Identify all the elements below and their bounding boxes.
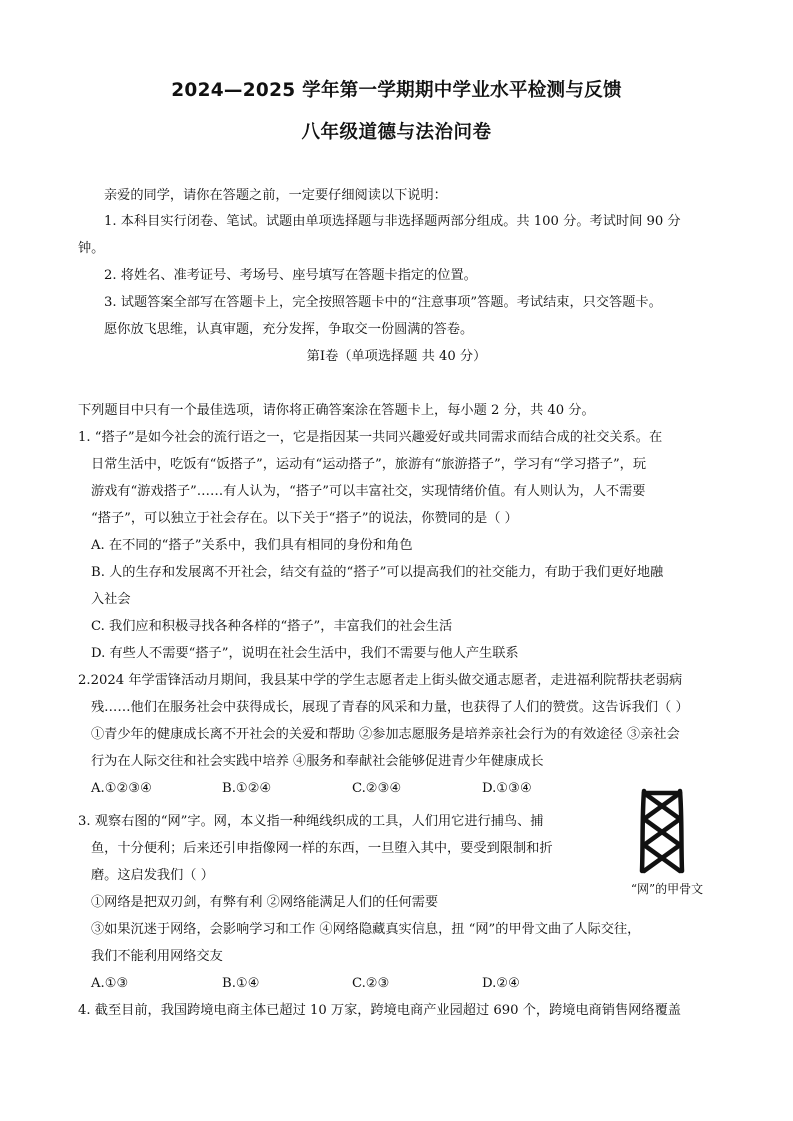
page-subtitle: 八年级道德与法治问卷 — [301, 122, 492, 143]
instructions-greeting: 亲爱的同学，请你在答题之前，一定要仔细阅读以下说明： — [104, 188, 447, 203]
question-3-line-3: 磨。这启发我们（ ） — [91, 868, 214, 883]
question-3-option-a: A.①③ — [91, 976, 129, 991]
question-1-line-3: 游戏有“游戏搭子”……有人认为，“搭子”可以丰富社交，实现情绪价值。有人则认为，人不需要 — [91, 484, 646, 499]
question-1-line-4: “搭子”，可以独立于社会存在。以下关于“搭子”的说法，你赞同的是（ ） — [91, 511, 518, 526]
question-3-line-1: 3. 观察右图的“网”字。网，本义指一种绳线织成的工具，人们用它进行捕鸟、捕 — [78, 814, 544, 829]
section-intro: 下列题目中只有一个最佳选项，请你将正确答案涂在答题卡上，每小题 2 分，共 40 分。 — [78, 403, 595, 418]
instruction-item-1-cont: 钟。 — [78, 241, 105, 256]
instruction-item-1: 1. 本科目实行闭卷、笔试。试题由单项选择题与非选择题两部分组成。共 100 分。考试时间 90 分 — [104, 214, 681, 229]
question-1-option-b-cont: 入社会 — [91, 592, 131, 607]
instruction-item-3: 3. 试题答案全部写在答题卡上，完全按照答题卡中的“注意事项”答题。考试结束，只交答题卡。 — [104, 295, 662, 310]
question-3-line-6: 我们不能利用网络交友 — [91, 949, 223, 964]
figure-caption: “网”的甲骨文 — [630, 882, 704, 896]
question-2-line-1: 2.2024 年学雷锋活动月期间，我县某中学的学生志愿者走上街头做交通志愿者，走进福利院帮扶老弱病 — [78, 673, 683, 688]
question-1-option-c: C. 我们应和积极寻找各种各样的“搭子”，丰富我们的社会生活 — [91, 619, 453, 634]
question-3-option-d: D.②④ — [482, 976, 520, 991]
oracle-bone-wang-glyph-image — [632, 785, 692, 877]
question-1-line-2: 日常生活中，吃饭有“饭搭子”，运动有“运动搭子”，旅游有“旅游搭子”，学习有“学习搭子”，玩 — [91, 457, 647, 472]
instruction-item-2: 2. 将姓名、准考证号、考场号、座号填写在答题卡指定的位置。 — [104, 268, 477, 283]
question-1-option-b: B. 人的生存和发展离不开社会，结交有益的“搭子”可以提高我们的社交能力，有助于我们更好地融 — [91, 565, 664, 580]
question-3-line-5: ③如果沉迷于网络，会影响学习和工作 ④网络隐藏真实信息，扭 “网”的甲骨文曲了人际交往， — [91, 922, 641, 937]
section-title: 第Ⅰ卷（单项选择题 共 40 分） — [306, 349, 487, 364]
question-2-option-c: C.②③④ — [352, 781, 402, 796]
question-1-option-d: D. 有些人不需要“搭子”，说明在社会生活中，我们不需要与他人产生联系 — [91, 646, 519, 661]
question-2-line-2: 残……他们在服务社会中获得成长，展现了青春的风采和力量，也获得了人们的赞赏。这告诉我们（ ） — [91, 700, 689, 715]
question-4-line-1: 4. 截至目前，我国跨境电商主体已超过 10 万家，跨境电商产业园超过 690 个，跨境电商销售网络覆盖 — [78, 1003, 681, 1018]
question-2-option-d: D.①③④ — [482, 781, 532, 796]
question-3-line-2: 鱼，十分便利；后来还引申指像网一样的东西，一旦堕入其中，要受到限制和折 — [91, 841, 553, 856]
instructions-wish: 愿你放飞思维，认真审题，充分发挥，争取交一份圆满的答卷。 — [104, 322, 474, 337]
question-3-line-4: ①网络是把双刃剑，有弊有利 ②网络能满足人们的任何需要 — [91, 895, 439, 910]
question-2-line-3: ①青少年的健康成长离不开社会的关爱和帮助 ②参加志愿服务是培养亲社会行为的有效途径 ③亲社会 — [91, 727, 680, 742]
page-title: 2024—2025 学年第一学期期中学业水平检测与反馈 — [171, 80, 622, 101]
question-2-line-4: 行为在人际交往和社会实践中培养 ④服务和奉献社会能够促进青少年健康成长 — [91, 754, 544, 769]
question-2-option-a: A.①②③④ — [91, 781, 153, 796]
question-3-option-c: C.②③ — [352, 976, 390, 991]
question-1-option-a: A. 在不同的“搭子”关系中，我们具有相同的身份和角色 — [91, 538, 413, 553]
question-3-option-b: B.①④ — [222, 976, 260, 991]
question-1-line-1: 1. “搭子”是如今社会的流行语之一，它是指因某一共同兴趣爱好或共同需求而结合成的社交关系。在 — [78, 430, 663, 445]
question-2-option-b: B.①②④ — [222, 781, 272, 796]
